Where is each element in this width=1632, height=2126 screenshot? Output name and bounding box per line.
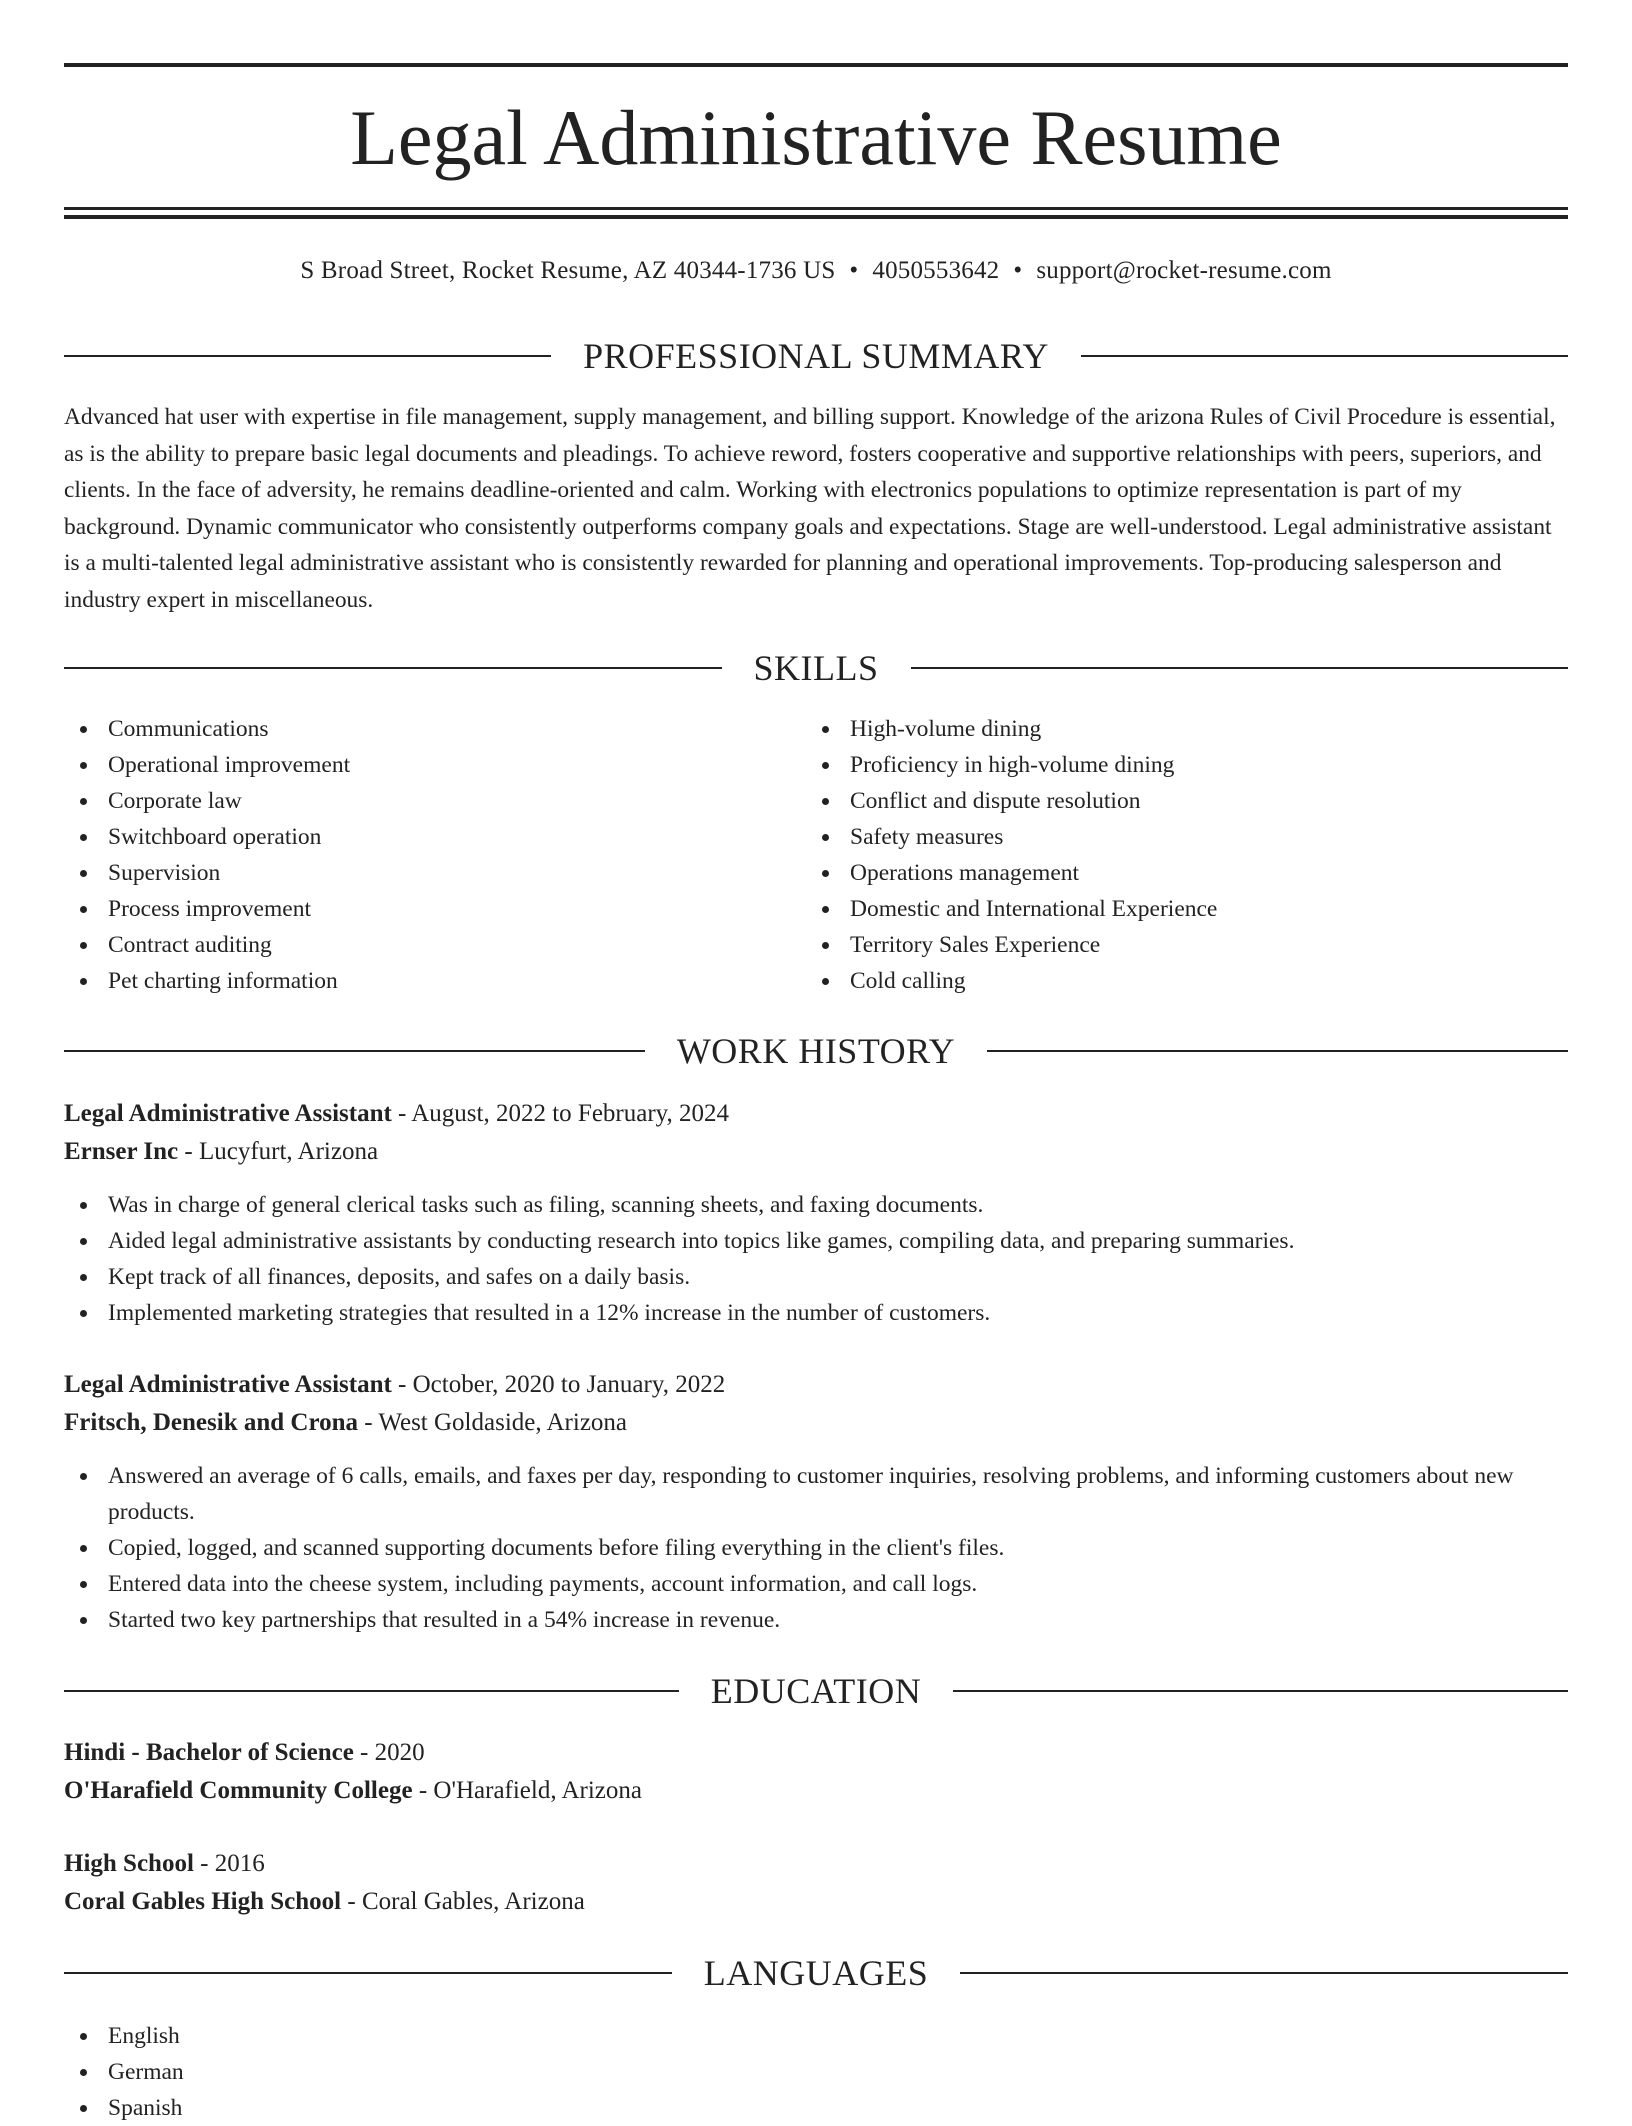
skill-item: Cold calling xyxy=(806,963,1566,999)
divider-line xyxy=(64,667,722,669)
section-heading-work xyxy=(64,1029,1568,1073)
skill-item: High-volume dining xyxy=(806,711,1566,747)
title-rule-lower xyxy=(64,215,1568,219)
contact-line xyxy=(64,254,1568,288)
divider-line xyxy=(64,1972,672,1974)
skill-item: Conflict and dispute resolution xyxy=(806,783,1566,819)
divider-line xyxy=(911,667,1569,669)
top-rule xyxy=(64,63,1568,67)
divider-line xyxy=(1081,355,1568,357)
education-location: - O'Harafield, Arizona xyxy=(412,1777,642,1804)
section-heading-summary xyxy=(64,334,1568,378)
job-title-line xyxy=(64,1366,1568,1404)
skill-item: Corporate law xyxy=(64,783,804,819)
job-company: Ernser Inc xyxy=(64,1138,179,1165)
summary-text: Advanced hat user with expertise in file management, supply management, and billing support. Knowledge of the arizona Rules of Civil Procedure is essential, as is the ability to prepare basic legal documents and pleadings. To achieve reword, fosters cooperative and supportive relationships with peers, superiors, and clients. In the face of adversity, he remains deadline-oriented and calm. Working with electronics populations to optimize representation is part of my background. Dynamic communicator who consistently outperforms company goals and expectations. Stage are well-understood. Legal administrative assistant is a multi-talented legal administrative assistant who is consistently rewarded for planning and operational improvements. Top-producing salesperson and industry expert in miscellaneous. xyxy=(64,404,1556,613)
skill-item: Domestic and International Experience xyxy=(806,891,1566,927)
job-title: Legal Administrative Assistant xyxy=(64,1371,392,1398)
education-school: O'Harafield Community College xyxy=(64,1777,413,1804)
job-location: - West Goldaside, Arizona xyxy=(358,1409,628,1436)
skills-list-right xyxy=(806,711,1566,999)
job-bullet: Started two key partnerships that resulted in a 54% increase in revenue. xyxy=(64,1602,1568,1638)
section-heading-languages xyxy=(64,1951,1568,1995)
job-dates: - October, 2020 to January, 2022 xyxy=(391,1371,726,1398)
skill-item: Contract auditing xyxy=(64,927,804,963)
job-location: - Lucyfurt, Arizona xyxy=(178,1138,379,1165)
title-rule-upper xyxy=(64,207,1568,210)
job-bullet: Implemented marketing strategies that resulted in a 12% increase in the number of customers. xyxy=(64,1295,1568,1331)
job-bullets xyxy=(64,1458,1568,1638)
job-company: Fritsch, Denesik and Crona xyxy=(64,1409,359,1436)
job-bullet: Kept track of all finances, deposits, and safes on a daily basis. xyxy=(64,1259,1568,1295)
contact-email: support@rocket-resume.com xyxy=(1036,257,1332,284)
job-bullet: Was in charge of general clerical tasks such as filing, scanning sheets, and faxing documents. xyxy=(64,1187,1568,1223)
job-company-line xyxy=(64,1404,1568,1442)
education-entry xyxy=(64,1845,1568,1921)
section-label: EDUCATION xyxy=(710,1671,922,1711)
job-bullets xyxy=(64,1187,1568,1331)
education-degree-line xyxy=(64,1845,1568,1883)
contact-address: S Broad Street, Rocket Resume, AZ 40344-1736 US xyxy=(300,257,836,284)
skill-item: Operations management xyxy=(806,855,1566,891)
contact-separator: • xyxy=(849,257,859,284)
section-label: LANGUAGES xyxy=(703,1953,929,1993)
section-label: PROFESSIONAL SUMMARY xyxy=(583,336,1049,376)
contact-separator: • xyxy=(1013,257,1023,284)
skill-item: Operational improvement xyxy=(64,747,804,783)
divider-line xyxy=(64,1050,645,1052)
job-bullet: Copied, logged, and scanned supporting documents before filing everything in the client's files. xyxy=(64,1530,1568,1566)
job-title-line xyxy=(64,1095,1568,1133)
education-degree: Hindi - Bachelor of Science xyxy=(64,1739,354,1766)
divider-line xyxy=(960,1972,1568,1974)
job-company-line xyxy=(64,1133,1568,1171)
education-year: - 2016 xyxy=(193,1850,265,1877)
section-label: WORK HISTORY xyxy=(676,1031,956,1071)
skill-item: Supervision xyxy=(64,855,804,891)
job-dates: - August, 2022 to February, 2024 xyxy=(391,1100,730,1127)
education-school-line xyxy=(64,1772,1568,1810)
divider-line xyxy=(64,355,551,357)
languages-list xyxy=(64,2018,1568,2126)
divider-line xyxy=(987,1050,1568,1052)
skill-item: Territory Sales Experience xyxy=(806,927,1566,963)
job-bullet: Answered an average of 6 calls, emails, and faxes per day, responding to customer inquiries, resolving problems, and informing customers about new products. xyxy=(64,1458,1568,1530)
education-location: - Coral Gables, Arizona xyxy=(341,1888,585,1915)
section-label: SKILLS xyxy=(753,648,879,688)
section-heading-education xyxy=(64,1669,1568,1713)
divider-line xyxy=(64,1690,679,1692)
skill-item: Proficiency in high-volume dining xyxy=(806,747,1566,783)
divider-line xyxy=(953,1690,1568,1692)
language-item: English xyxy=(64,2018,1568,2054)
skills-list-left xyxy=(64,711,804,999)
job-bullet: Aided legal administrative assistants by conducting research into topics like games, compiling data, and preparing summaries. xyxy=(64,1223,1568,1259)
education-school-line xyxy=(64,1883,1568,1921)
skill-item: Switchboard operation xyxy=(64,819,804,855)
resume-title: Legal Administrative Resume xyxy=(350,94,1282,181)
language-item: Spanish xyxy=(64,2090,1568,2126)
job-entry xyxy=(64,1095,1568,1331)
education-year: - 2020 xyxy=(353,1739,425,1766)
skill-item: Process improvement xyxy=(64,891,804,927)
skill-item: Pet charting information xyxy=(64,963,804,999)
job-bullet: Entered data into the cheese system, including payments, account information, and call logs. xyxy=(64,1566,1568,1602)
job-entry xyxy=(64,1366,1568,1638)
education-degree-line xyxy=(64,1734,1568,1772)
education-school: Coral Gables High School xyxy=(64,1888,342,1915)
contact-phone: 4050553642 xyxy=(872,257,1000,284)
skill-item: Safety measures xyxy=(806,819,1566,855)
language-item: German xyxy=(64,2054,1568,2090)
education-degree: High School xyxy=(64,1850,194,1877)
education-entry xyxy=(64,1734,1568,1810)
skill-item: Communications xyxy=(64,711,804,747)
job-title: Legal Administrative Assistant xyxy=(64,1100,392,1127)
section-heading-skills xyxy=(64,646,1568,690)
